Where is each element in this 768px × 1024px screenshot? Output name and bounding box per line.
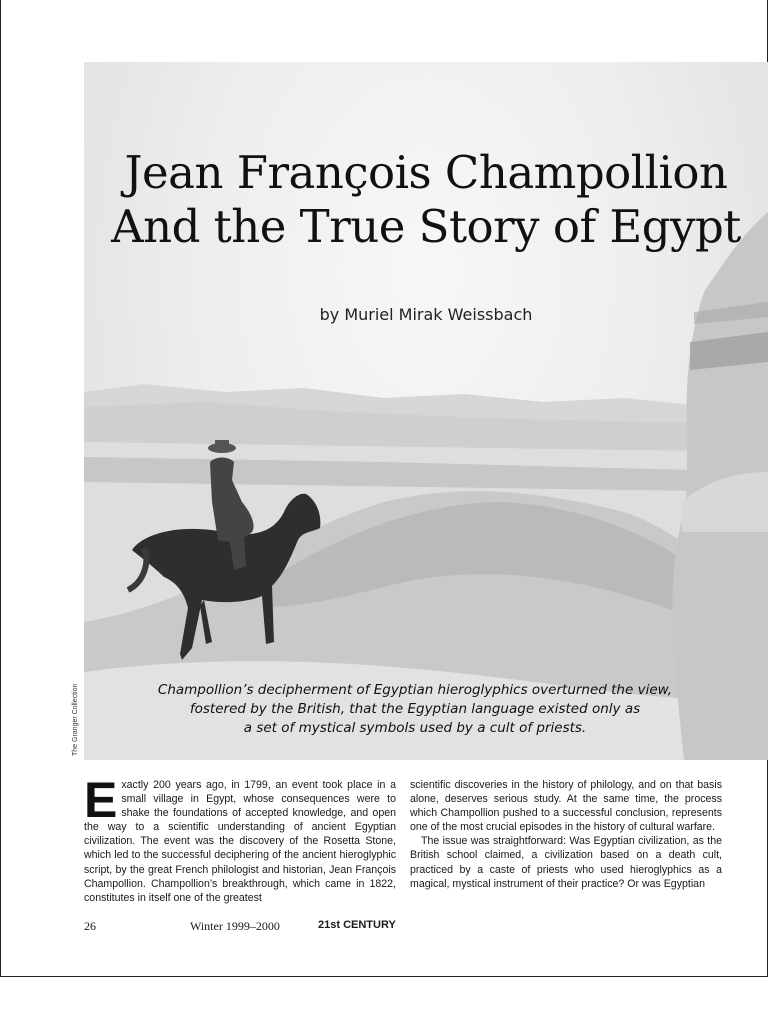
author-byline: by Muriel Mirak Weissbach [319, 305, 533, 324]
caption-line-1: Champollion’s decipherment of Egyptian hieroglyphics overturned the view, [157, 682, 673, 698]
caption-line-2: fostered by the British, that the Egyptian language existed only as [189, 701, 641, 717]
issue-date: Winter 1999–2000 [190, 919, 280, 933]
photo-caption [110, 681, 720, 738]
photo-credit: The Granger Collection [72, 683, 79, 756]
article-title [84, 146, 768, 254]
left-column-text: xactly 200 years ago, in 1799, an event took place in a small village in Egypt, whose consequences were to shake the foundations of accepted knowledge, and open the way to a scientific understanding of ancient Egyptian civilization. The event was the discovery of the Rosetta Stone, which led to the successful deciphering of the ancient hieroglyphic script, by the great French philologist and historian, Jean François Champollion. Champollion’s breakthrough, which came in 1822, constitutes in itself one of the greatest [84, 779, 396, 904]
caption-line-3: a set of mystical symbols used by a cult of priests. [243, 720, 587, 736]
body-column-left [84, 778, 396, 904]
right-column-paragraph-2: The issue was straightforward: Was Egyptian civilization, as the British school claimed, a civilization based on a death cult, practiced by a caste of priests who used hieroglyphics as a magical, mystical instrument of their practice? Or was Egyptian [410, 835, 722, 890]
title-line-1: Jean François Champollion [124, 146, 728, 199]
drop-cap: E [84, 778, 118, 828]
magazine-name: 21st CENTURY [318, 919, 396, 931]
page-number: 26 [84, 919, 96, 933]
right-column-paragraph-1: scientific discoveries in the history of philology, and on that basis alone, deserves serious study. At the same time, the process which Champollion pushed to a successful conclusion, represents one of the most crucial episodes in the history of cultural warfare. [410, 779, 722, 834]
title-line-2: And the True Story of Egypt [111, 200, 741, 253]
body-column-right [410, 778, 722, 904]
